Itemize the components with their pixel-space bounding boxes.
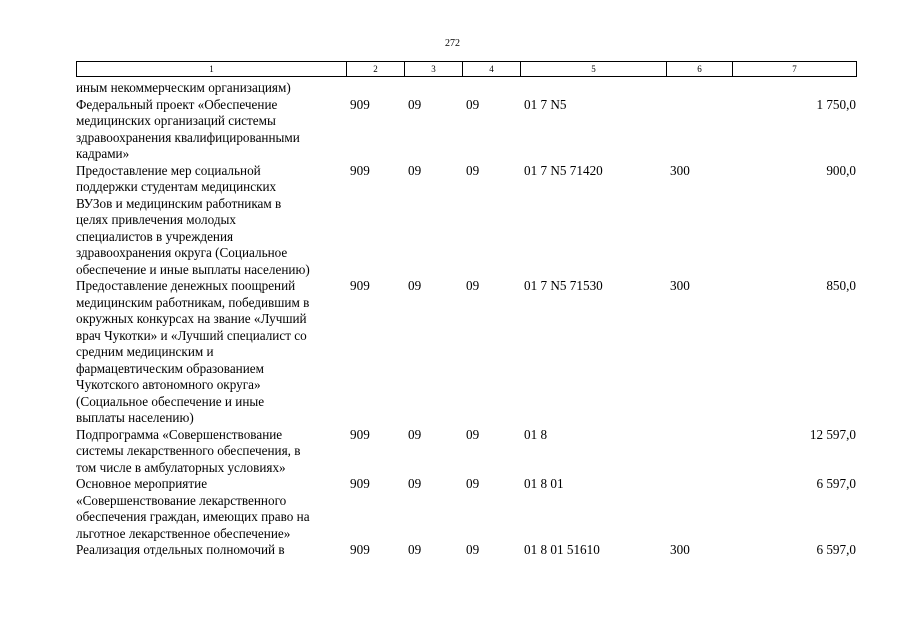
row-amount: 12 597,0 — [809, 426, 856, 442]
row-description — [76, 542, 350, 559]
description-line: специалистов в учреждения — [76, 228, 234, 244]
row-grbs-code: 909 — [350, 96, 370, 112]
row-section-code: 09 — [408, 96, 422, 112]
column-header-5: 5 — [521, 62, 667, 77]
page-number: 272 — [445, 38, 460, 49]
row-subsection-code: 09 — [466, 278, 480, 293]
description-line: окружных конкурсах на звание «Лучший — [76, 311, 307, 326]
row-grbs-code: 909 — [350, 476, 370, 491]
row-description — [76, 97, 350, 163]
description-line: ВУЗов и медицинским работникам в — [76, 195, 282, 211]
description-line: Федеральный проект «Обеспечение — [76, 96, 278, 112]
row-expense-type-code: 300 — [670, 542, 690, 557]
row-expense-type-code — [670, 427, 736, 477]
description-line: кадрами» — [76, 146, 130, 161]
row-expense-type-code — [670, 476, 736, 542]
row-expense-type-code — [670, 97, 736, 163]
row-amount: 1 750,0 — [816, 96, 856, 112]
row-grbs-code — [350, 80, 408, 97]
description-line: Чукотского автономного округа» — [76, 377, 261, 392]
row-description — [76, 80, 350, 97]
row-section-code: 09 — [408, 542, 422, 557]
row-target-article-code: 01 8 01 51610 — [524, 542, 600, 557]
row-amount: 850,0 — [826, 278, 856, 293]
description-line: (Социальное обеспечение и иные — [76, 393, 265, 409]
row-target-article-code — [524, 80, 670, 97]
description-line: льготное лекарственное обеспечение» — [76, 525, 291, 541]
description-line: врач Чукотки» и «Лучший специалист со — [76, 327, 307, 343]
table-row — [76, 80, 856, 97]
row-expense-type-code: 300 — [670, 162, 690, 178]
row-subsection-code: 09 — [466, 96, 480, 112]
row-expense-type-code — [670, 80, 736, 97]
row-subsection-code: 09 — [466, 426, 480, 442]
row-subsection-code: 09 — [466, 162, 480, 178]
row-grbs-code: 909 — [350, 278, 370, 293]
description-line: Предоставление мер социальной — [76, 162, 261, 178]
description-line: Реализация отдельных полномочий в — [76, 542, 285, 557]
description-line: здравоохранения округа (Социальное — [76, 245, 288, 260]
row-grbs-code: 909 — [350, 426, 370, 442]
table-row — [76, 427, 856, 477]
column-header-1: 1 — [77, 62, 347, 77]
budget-table — [76, 80, 856, 559]
row-target-article-code: 01 7 N5 71420 — [524, 162, 603, 178]
column-header-6: 6 — [667, 62, 733, 77]
description-line: Основное мероприятие — [76, 476, 208, 491]
column-header-3: 3 — [405, 62, 463, 77]
description-line: целях привлечения молодых — [76, 212, 237, 227]
description-line: поддержки студентам медицинских — [76, 179, 277, 194]
row-section-code: 09 — [408, 162, 422, 178]
table-row — [76, 542, 856, 559]
description-line: обеспечения граждан, имеющих право на — [76, 509, 310, 524]
row-expense-type-code: 300 — [670, 278, 690, 293]
description-line: обеспечение и иные выплаты населению) — [76, 261, 310, 277]
row-amount: 6 597,0 — [816, 476, 856, 491]
row-target-article-code: 01 8 — [524, 426, 548, 442]
description-line: выплаты населению) — [76, 410, 194, 425]
description-line: здравоохранения квалифицированными — [76, 129, 300, 145]
description-line: медицинских организаций системы — [76, 113, 276, 128]
row-grbs-code: 909 — [350, 542, 370, 557]
column-header-row — [77, 62, 857, 77]
description-line: Предоставление денежных поощрений — [76, 278, 296, 293]
description-line: системы лекарственного обеспечения, в — [76, 443, 301, 458]
table-row — [76, 97, 856, 163]
row-target-article-code: 01 7 N5 — [524, 96, 567, 112]
description-line: Подпрограмма «Совершенствование — [76, 426, 283, 442]
row-amount: 900,0 — [826, 162, 856, 178]
row-subsection-code: 09 — [466, 476, 480, 491]
description-line: фармацевтическим образованием — [76, 360, 264, 376]
row-section-code: 09 — [408, 476, 422, 491]
row-section-code: 09 — [408, 278, 422, 293]
table-row — [76, 163, 856, 279]
row-amount: 6 597,0 — [816, 542, 856, 557]
row-grbs-code: 909 — [350, 162, 370, 178]
column-header-table — [76, 61, 857, 77]
row-subsection-code — [466, 80, 524, 97]
row-description — [76, 427, 350, 477]
column-header-2: 2 — [347, 62, 405, 77]
description-line: том числе в амбулаторных условиях» — [76, 459, 286, 475]
column-header-7: 7 — [733, 62, 857, 77]
description-line: средним медицинским и — [76, 344, 214, 359]
row-description — [76, 163, 350, 279]
row-target-article-code: 01 8 01 — [524, 476, 564, 491]
column-header-4: 4 — [463, 62, 521, 77]
row-section-code: 09 — [408, 426, 422, 442]
table-row — [76, 476, 856, 542]
description-line: медицинским работникам, победившим в — [76, 294, 310, 310]
row-description — [76, 476, 350, 542]
table-row — [76, 278, 856, 427]
budget-table-body — [76, 80, 856, 559]
row-subsection-code: 09 — [466, 542, 480, 557]
row-description — [76, 278, 350, 427]
row-target-article-code: 01 7 N5 71530 — [524, 278, 603, 293]
row-section-code — [408, 80, 466, 97]
row-amount — [736, 80, 856, 97]
description-line: «Совершенствование лекарственного — [76, 492, 287, 508]
description-line: иным некоммерческим организациям) — [76, 80, 291, 95]
